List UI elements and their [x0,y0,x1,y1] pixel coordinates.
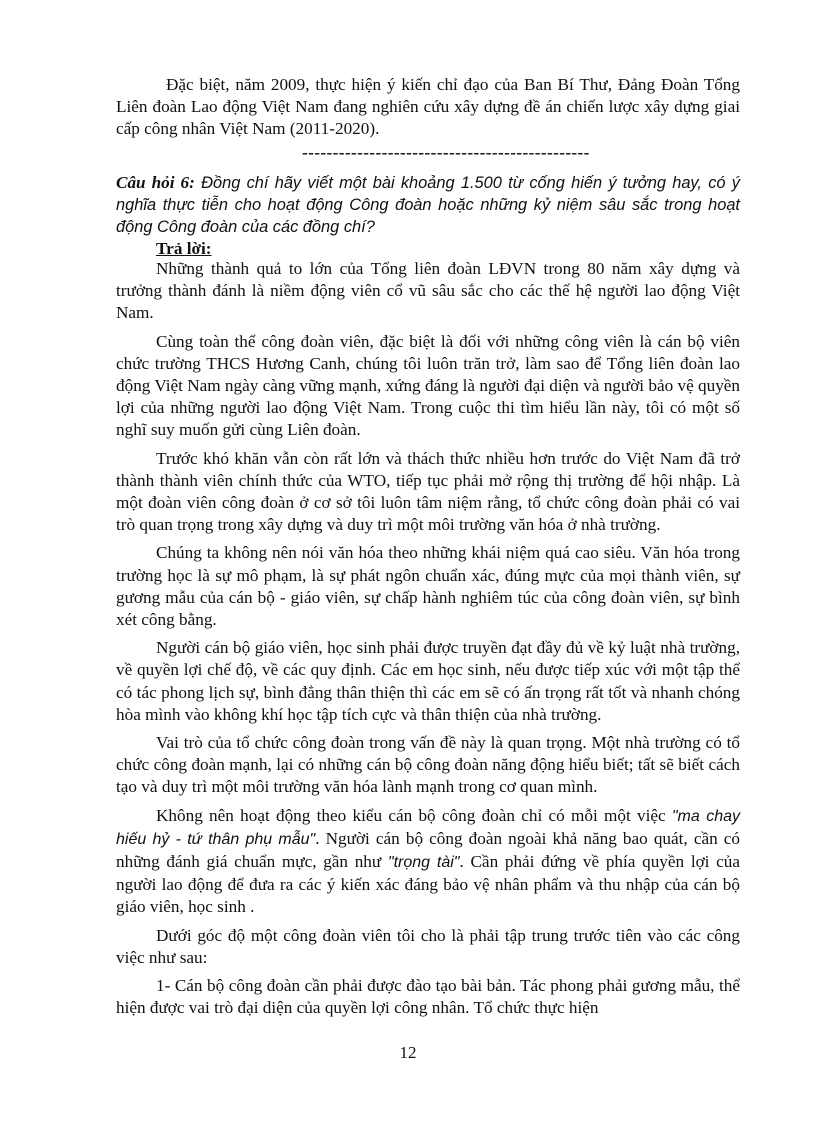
p7-part-b: . Người cán bộ công đoàn ngoài khả năng bao quát, cần có những đánh giá chuẩn mực, gần như [116,828,740,872]
answer-body [116,258,740,1020]
page-number: 12 [399,1043,417,1062]
section-separator: ----------------------------------------------- [302,143,590,162]
paragraph-2: Cùng toàn thể công đoàn viên, đặc biệt là đối với những công viên là cán bộ viên chức trường THCS Hương Canh, chúng tôi luôn trăn trở, làm sao để Tổng liên đoàn lao động Việt Nam ngày càng vững mạnh, xứng đáng là người đại diện và người bảo vệ quyền lợi của những người lao động Việt Nam. Trong cuộc thi tìm hiểu lần này, tôi có một số nghĩ suy muốn gửi cùng Liên đoàn. [116,331,741,440]
p7-quote-1: "ma chay hiếu hỷ - tứ thân phụ mẫu" [116,807,740,848]
paragraph-1: Những thành quả to lớn của Tổng liên đoàn LĐVN trong 80 năm xây dựng và trưởng thành đánh là niềm động viên cổ vũ sâu sắc cho các thế hệ người lao động Việt Nam. [116,259,740,323]
p7-quote-2: "trọng tài" [387,854,460,872]
question-label: Câu hỏi 6: [116,173,195,192]
p7-part-a: Không nên hoạt động theo kiểu cán bộ công đoàn chỉ có mỗi một việc [156,805,672,825]
paragraph-5: Người cán bộ giáo viên, học sinh phải được truyền đạt đầy đủ về kỷ luật nhà trường, về quyền lợi chế độ, về các quy định. Các em học sinh, nếu được tiếp xúc với một tập thể có tác phong lịch sự, bình đẳng thân thiện thì các em sẽ có ấn trọng rất tốt và nhanh chóng hòa mình vào không khí học tập tích cực và thân thiện của nhà trường. [116,638,740,724]
paragraph-9: 1- Cán bộ công đoàn cần phải được đào tạo bài bản. Tác phong phải gương mẫu, thể hiện được vai trò đại diện của quyền lợi công nhân. Tổ chức thực hiện [116,976,740,1018]
question-text: Đồng chí hãy viết một bài khoảng 1.500 từ cống hiến ý tưởng hay, có ý nghĩa thực tiễn cho hoạt động Công đoàn hoặc những kỷ niệm sâu sắc trong hoạt động Công đoàn của các đồng chí? [116,174,740,237]
answer-label: Trả lời: [156,239,212,258]
paragraph-3: Trước khó khăn vẫn còn rất lớn và thách thức nhiều hơn trước do Việt Nam đã trở thành thành viên chính thức của WTO, tiếp tục phải mở rộng thị trường để hội nhập. Là một đoàn viên công đoàn ở cơ sở tôi luôn tâm niệm rằng, tổ chức công đoàn phải có vai trò quan trọng trong xây dựng và duy trì một môi trường văn hóa ở nhà trường. [116,448,740,535]
intro-text: Đặc biệt, năm 2009, thực hiện ý kiến chỉ đạo của Ban Bí Thư, Đảng Đoàn Tổng Liên đoàn Lao động Việt Nam đang nghiên cứu xây dựng đề án chiến lược xây dựng giai cấp công nhân Việt Nam (2011-2020). [116,75,740,139]
paragraph-6: Vai trò của tổ chức công đoàn trong vấn đề này là quan trọng. Một nhà trường có tổ chức công đoàn mạnh, lại có những cán bộ công đoàn năng động hiểu biết; tất sẽ biết cách tạo và duy trì một môi trường văn hóa lành mạnh trong cơ quan mình. [116,733,740,797]
intro-paragraph [116,74,740,141]
question-block [116,172,740,239]
paragraph-4: Chúng ta không nên nói văn hóa theo những khái niệm quá cao siêu. Văn hóa trong trường học là sự mô phạm, là sự phát ngôn chuẩn xác, đúng mực của mọi thành viên, sự gương mẫu của cán bộ - giáo viên, sự chấp hành nghiêm túc của công đoàn viên, sự bình xét công bằng. [116,543,740,630]
paragraph-8: Dưới góc độ một công đoàn viên tôi cho là phải tập trung trước tiên vào các công việc như sau: [116,925,740,967]
paragraph-7 [116,805,740,919]
p7-part-c: . Cần phải đứng về phía quyền lợi của người lao động để đưa ra các ý kiến xác đáng bảo vệ nhân phẩm và thu nhập của cán bộ giáo viên, học sinh . [116,852,740,917]
